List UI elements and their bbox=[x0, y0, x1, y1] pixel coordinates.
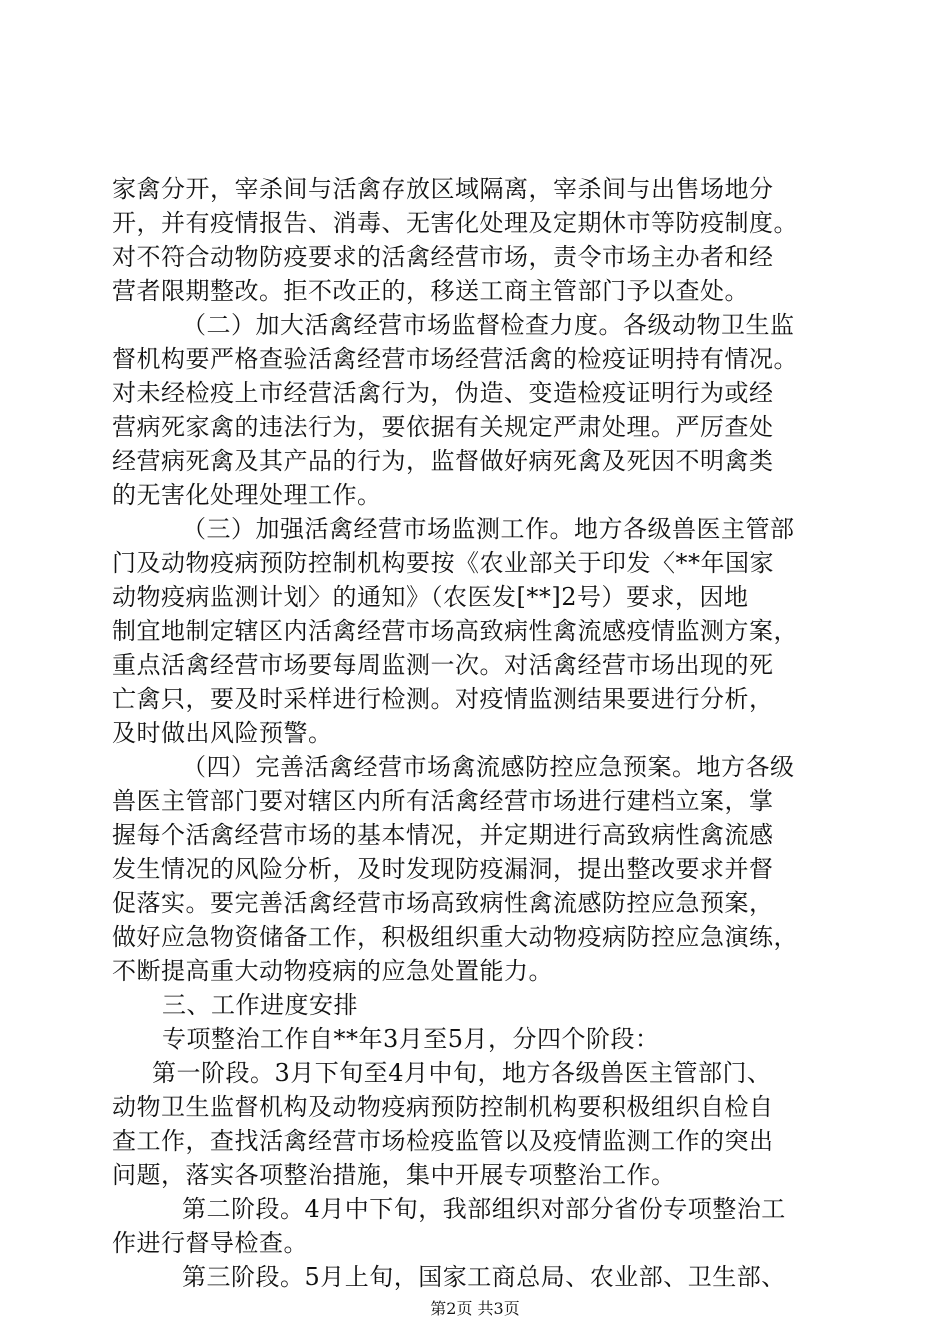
text-line: （三）加强活禽经营市场监测工作。地方各级兽医主管部 bbox=[182, 515, 795, 543]
text-line: 第三阶段。5月上旬，国家工商总局、农业部、卫生部、 bbox=[182, 1263, 786, 1291]
text-line: 开，并有疫情报告、消毒、无害化处理及定期休市等防疫制度。 bbox=[112, 209, 798, 237]
document-body bbox=[112, 172, 847, 1294]
text-line: 的无害化处理处理工作。 bbox=[112, 481, 382, 509]
text-line: 发生情况的风险分析，及时发现防疫漏洞，提出整改要求并督 bbox=[112, 855, 774, 883]
text-line: 制宜地制定辖区内活禽经营市场高致病性禽流感疫情监测方案， bbox=[112, 617, 798, 645]
text-line: 专项整治工作自**年3月至5月，分四个阶段： bbox=[162, 1025, 660, 1053]
text-line: 对不符合动物防疫要求的活禽经营市场，责令市场主办者和经 bbox=[112, 243, 774, 271]
text-line: 促落实。要完善活禽经营市场高致病性禽流感防控应急预案， bbox=[112, 889, 774, 917]
text-line: 经营病死禽及其产品的行为，监督做好病死禽及死因不明禽类 bbox=[112, 447, 774, 475]
text-line: 营病死家禽的违法行为，要依据有关规定严肃处理。严厉查处 bbox=[112, 413, 774, 441]
page-number-footer: 第2页 共3页 bbox=[430, 1299, 520, 1318]
text-line: 门及动物疫病预防控制机构要按《农业部关于印发〈**年国家 bbox=[112, 549, 774, 577]
text-line: 重点活禽经营市场要每周监测一次。对活禽经营市场出现的死 bbox=[112, 651, 774, 679]
text-line: 不断提高重大动物疫病的应急处置能力。 bbox=[112, 957, 553, 985]
text-line: （二）加大活禽经营市场监督检查力度。各级动物卫生监 bbox=[182, 311, 795, 339]
text-line: 握每个活禽经营市场的基本情况，并定期进行高致病性禽流感 bbox=[112, 821, 774, 849]
text-line: 营者限期整改。拒不改正的，移送工商主管部门予以查处。 bbox=[112, 277, 749, 305]
text-line: 亡禽只，要及时采样进行检测。对疫情监测结果要进行分析， bbox=[112, 685, 774, 713]
text-line: 兽医主管部门要对辖区内所有活禽经营市场进行建档立案，掌 bbox=[112, 787, 774, 815]
text-line: 及时做出风险预警。 bbox=[112, 719, 333, 747]
text-line: 作进行督导检查。 bbox=[112, 1229, 308, 1257]
text-line: 做好应急物资储备工作，积极组织重大动物疫病防控应急演练， bbox=[112, 923, 798, 951]
section-heading: 三、工作进度安排 bbox=[162, 991, 358, 1019]
text-line: 对未经检疫上市经营活禽行为，伪造、变造检疫证明行为或经 bbox=[112, 379, 774, 407]
text-line: （四）完善活禽经营市场禽流感防控应急预案。地方各级 bbox=[182, 753, 795, 781]
text-line: 第一阶段。3月下旬至4月中旬，地方各级兽医主管部门、 bbox=[152, 1059, 772, 1087]
text-line: 督机构要严格查验活禽经营市场经营活禽的检疫证明持有情况。 bbox=[112, 345, 798, 373]
text-line: 问题，落实各项整治措施，集中开展专项整治工作。 bbox=[112, 1161, 676, 1189]
text-line: 第二阶段。4月中下旬，我部组织对部分省份专项整治工 bbox=[182, 1195, 786, 1223]
text-line: 家禽分开，宰杀间与活禽存放区域隔离，宰杀间与出售场地分 bbox=[112, 175, 774, 203]
text-line: 动物卫生监督机构及动物疫病预防控制机构要积极组织自检自 bbox=[112, 1093, 774, 1121]
text-line: 查工作，查找活禽经营市场检疫监管以及疫情监测工作的突出 bbox=[112, 1127, 774, 1155]
text-line: 动物疫病监测计划〉的通知》（农医发[**]2号）要求，因地 bbox=[112, 583, 749, 611]
